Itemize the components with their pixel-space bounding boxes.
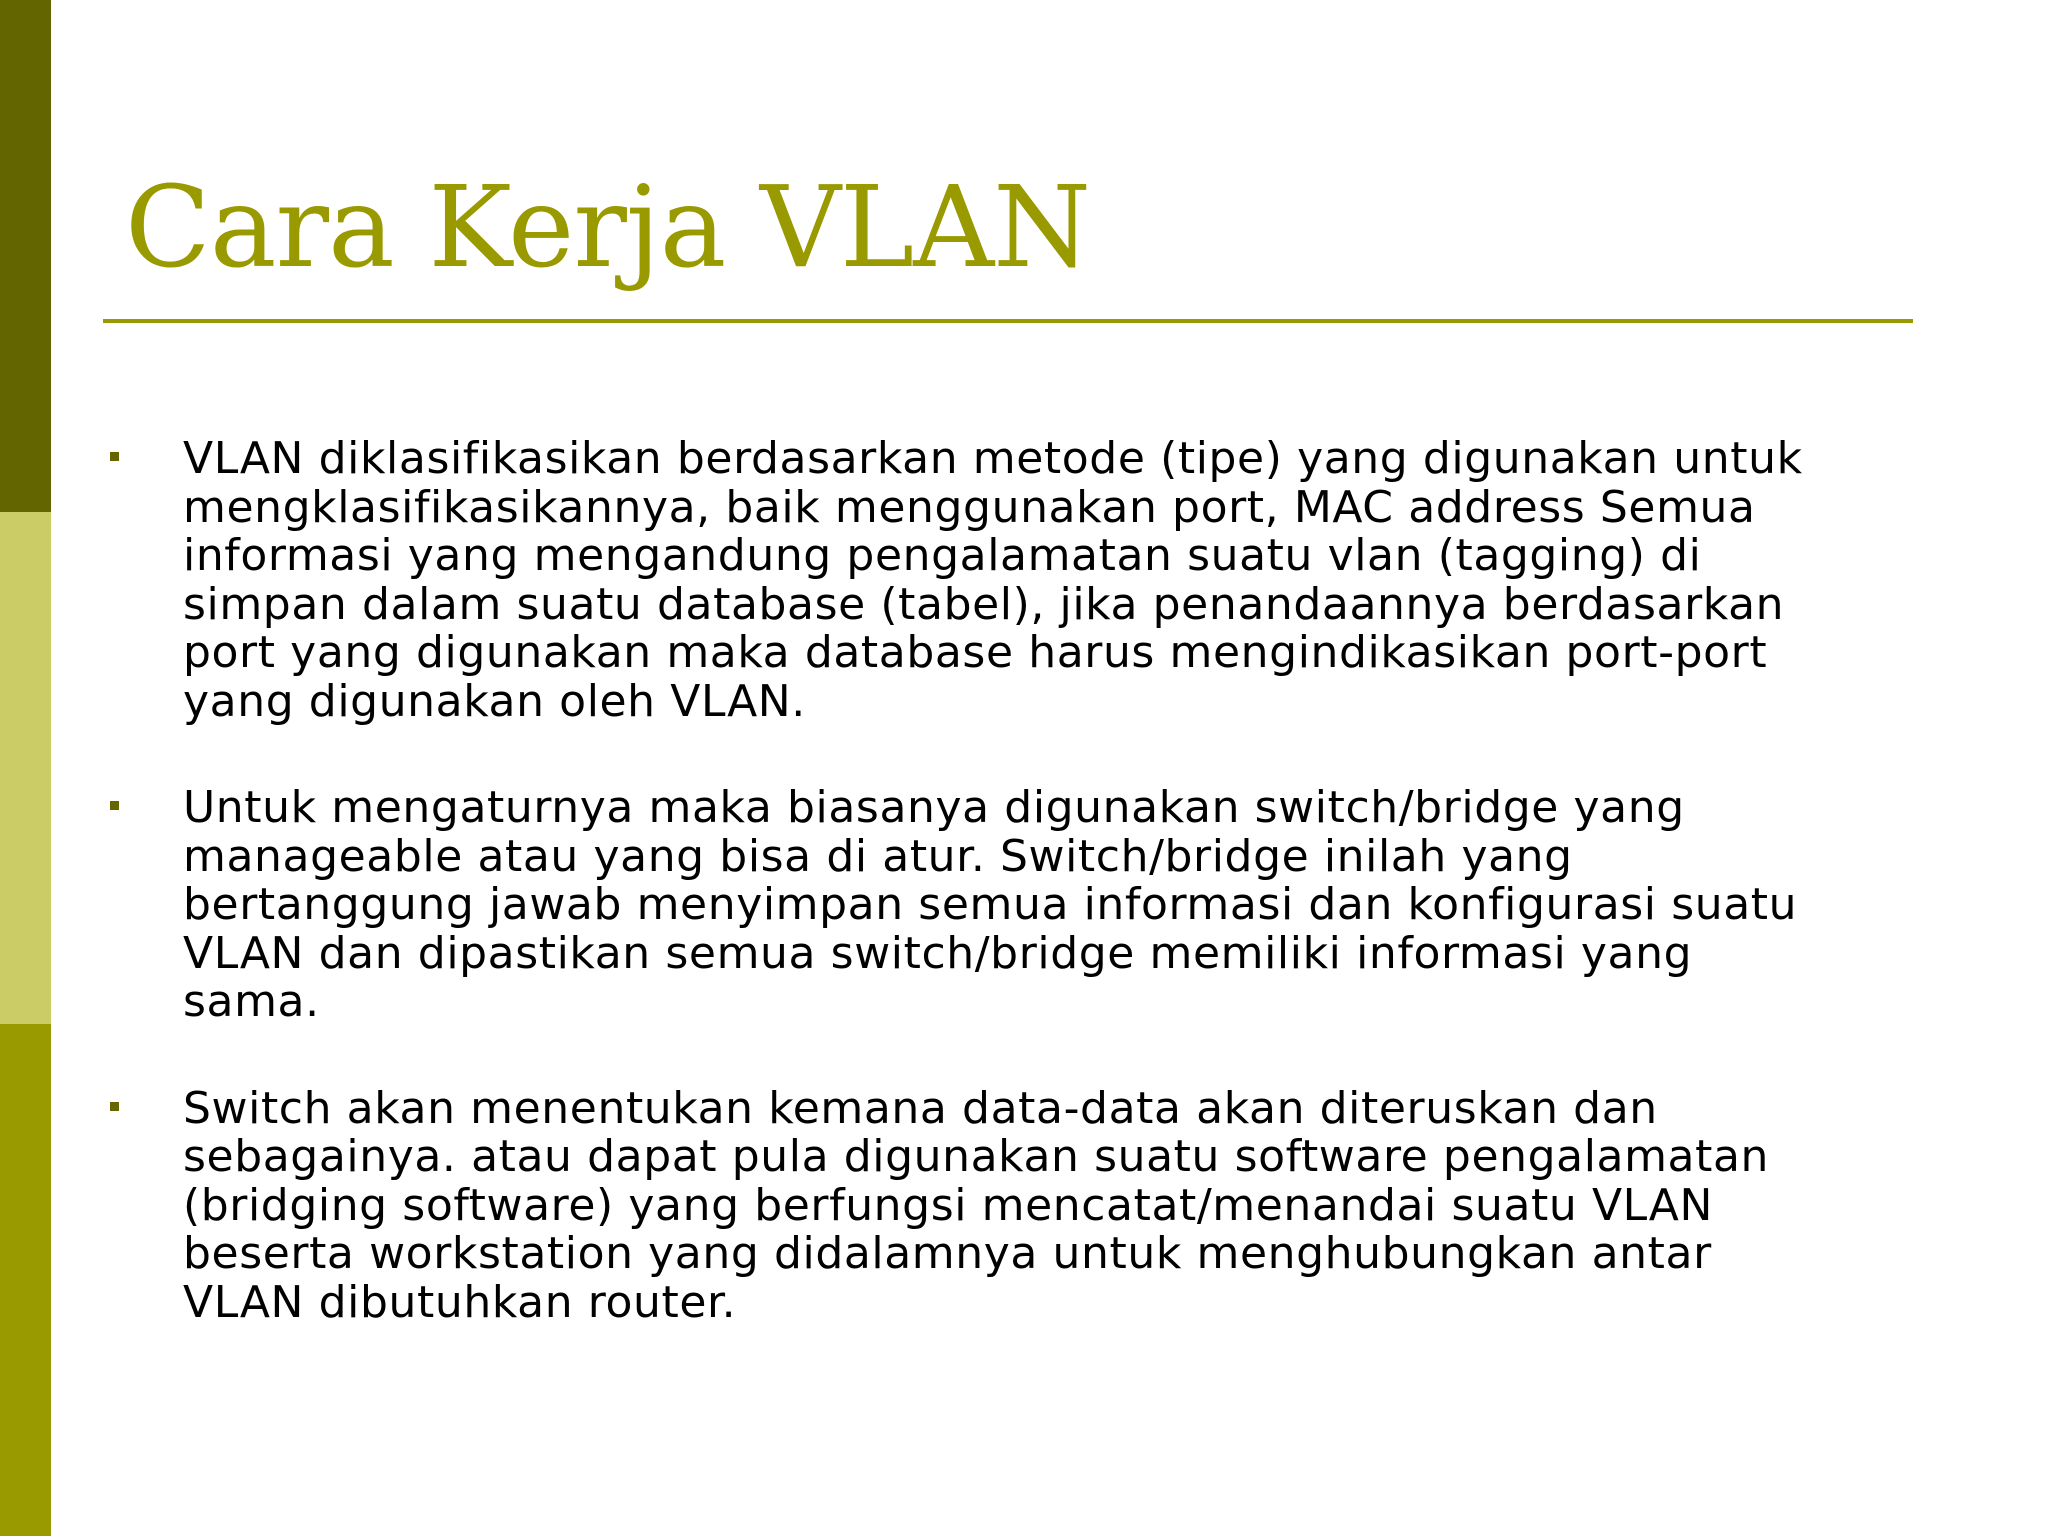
bullet-line: informasi yang mengandung pengalamatan suatu vlan (tagging) di: [183, 530, 1702, 581]
bullet-text: [183, 1082, 2010, 1328]
slide-title: Cara Kerja VLAN: [125, 163, 1091, 293]
bullet-line: simpan dalam suatu database (tabel), jika penandaannya berdasarkan: [183, 578, 1785, 630]
bullet-line: yang digunakan oleh VLAN.: [183, 675, 806, 727]
bullet-item: [110, 435, 2010, 726]
sidebar-accent-bottom: [0, 1024, 51, 1536]
bullet-text: [183, 784, 2010, 1027]
bullet-line: VLAN dan dipastikan semua switch/bridge memiliki informasi yang: [183, 927, 1693, 979]
square-bullet-icon: [110, 801, 119, 810]
bullet-line: manageable atau yang bisa di atur. Switch/bridge inilah yang: [183, 830, 1573, 882]
bullet-list: [110, 435, 2010, 1385]
bullet-text: [183, 435, 2010, 726]
bullet-line: VLAN dibutuhkan router.: [183, 1276, 737, 1328]
bullet-line: VLAN diklasifikasikan berdasarkan metode (tipe) yang digunakan untuk: [183, 433, 1803, 484]
bullet-item: [110, 1082, 2010, 1328]
sidebar-accent-top: [0, 0, 51, 512]
bullet-line: port yang digunakan maka database harus mengindikasikan port-port: [183, 627, 1768, 678]
square-bullet-icon: [110, 452, 119, 461]
bullet-line: sama.: [183, 976, 320, 1027]
bullet-line: mengklasifikasikannya, baik menggunakan port, MAC address Semua: [183, 481, 1756, 533]
sidebar-accent-middle: [0, 512, 51, 1024]
bullet-line: Untuk mengaturnya maka biasanya digunakan switch/bridge yang: [183, 782, 1685, 833]
bullet-line: (bridging software) yang berfungsi mencatat/menandai suatu VLAN: [183, 1179, 1713, 1231]
bullet-line: sebagainya. atau dapat pula digunakan suatu software pengalamatan: [183, 1131, 1770, 1182]
bullet-item: [110, 784, 2010, 1027]
square-bullet-icon: [110, 1102, 119, 1111]
bullet-line: beserta workstation yang didalamnya untuk menghubungkan antar: [183, 1228, 1712, 1279]
title-underline: [103, 319, 1913, 323]
bullet-line: Switch akan menentukan kemana data-data akan diteruskan dan: [183, 1082, 1658, 1134]
bullet-line: bertanggung jawab menyimpan semua informasi dan konfigurasi suatu: [183, 879, 1798, 930]
